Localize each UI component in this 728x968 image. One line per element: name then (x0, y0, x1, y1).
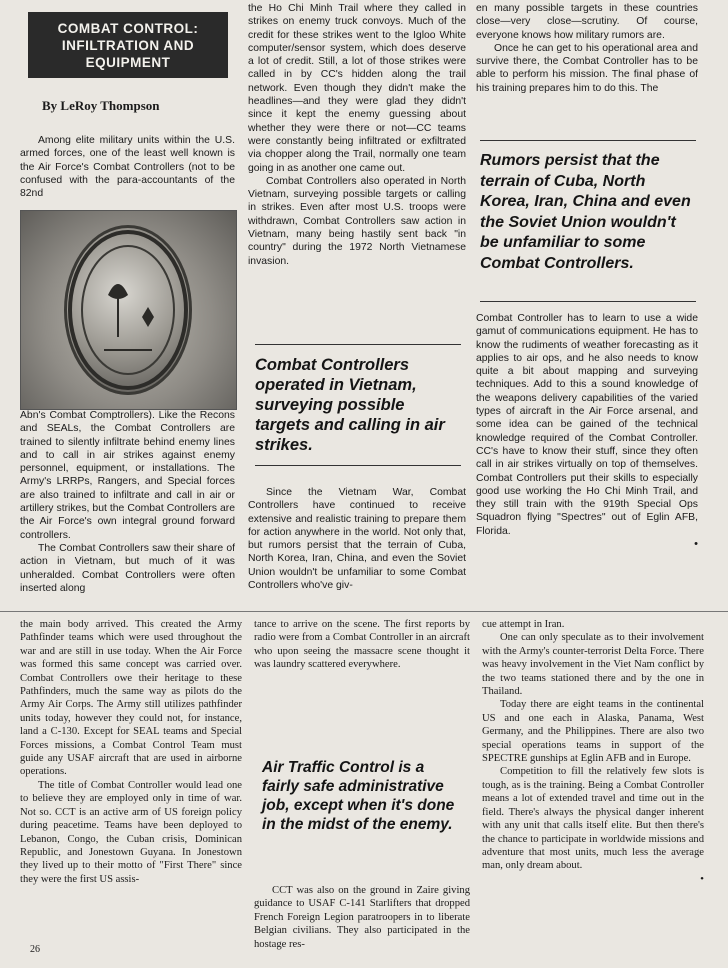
column-3-bottom (476, 312, 698, 608)
title-line-2: INFILTRATION AND (61, 38, 195, 53)
badge-emblem-icon (64, 225, 192, 395)
column-2-bottom (248, 486, 466, 608)
col2-para-2: Combat Controllers also operated in North Vietnam, surveying possible targets or calling in strikes. Even after most U.S. troops were withdrawn, Combat Controllers saw action in Vietnam, many being hastily sent back "in country" during the 1972 North Vietnamese invasion. (248, 175, 466, 267)
bottom-column-2-bottom (254, 884, 470, 950)
end-bullet-icon: • (694, 538, 698, 551)
bottom-column-3 (482, 618, 704, 948)
bottom-col3-para-2: One can only speculate as to their involvement with the Army's counter-terrorist Delta Force. There was heavy involvement in the Viet Nam conflict by the two teams stationed there and by the one in Thailand. (482, 632, 704, 698)
column-2-top (248, 2, 466, 334)
pull-quote-vietnam: Combat Controllers operated in Vietnam, surveying possible targets and calling in air strikes. (255, 344, 461, 466)
end-bullet-icon: • (700, 872, 704, 885)
column-1-mid (20, 409, 235, 609)
section-divider (0, 611, 728, 612)
col3-para-1: en many possible targets in these countries close—very close—scrutiny. Of course, everyone knows how military rumors are. (476, 3, 698, 41)
combat-control-badge-image (64, 225, 192, 395)
column-3-top (476, 2, 698, 120)
bottom-col1-para-1: the main body arrived. This created the Army Pathfinder teams which were used throughout the war and are still in use today. When the Air Force was formed this same concept was carried over. Combat Controllers owe their heritage to these Pathfinders, much the same way as pilots do the Army Air Corps. The Army still utilizes pathfinder units today, however they could not, for instance, land a C-130. Except for SEAL teams and Special Forces missions, a Combat Control Team must guide any USAF aircraft that are used in airborne operations. (20, 619, 242, 778)
bottom-col3-para-1: cue attempt in Iran. (482, 619, 565, 630)
title-line-3: EQUIPMENT (85, 55, 171, 70)
col2-para-1: the Ho Chi Minh Trail where they called in strikes on enemy truck convoys. Much of the credit for these strikes went to the Igloo White computer/sensor system, which does deserve a lot of credit. Still, a lot of those strikes were called in by CC's hidden along the trail network. Even though they didn't make the headlines—and they were glad they didn't since it kept the enemy guessing about whether they were there or not—CC teams were constantly being infiltrated or exfiltrated via chopper along the Trail, normally one team going in as another one came out. (248, 3, 466, 174)
bottom-col3-para-4: Competition to fill the relatively few slots is tough, as is the training. Being a Combat Controller means a lot of extended travel and time out in the field. There's always the physical danger inherent with any unit that calls itself elite. But then there's the chance to participate in worldwide missions and adventure that most units, much less the average man, only dream about. (482, 766, 704, 872)
col2-para-3: Since the Vietnam War, Combat Controllers have continued to receive extensive and realistic training to prepare them for action anywhere in the world. Not only that, but rumors persist that the terrain of Cuba, North Korea, Iran, China, and even the Soviet Union wouldn't be unfamiliar to some Combat Controllers who've giv- (248, 487, 466, 592)
insignia-photo (20, 210, 237, 410)
article-title-box (28, 12, 228, 78)
byline: By LeRoy Thompson (42, 98, 160, 113)
bottom-col2-para-1: tance to arrive on the scene. The first reports by radio were from a Combat Controller in an aircraft who upon seeing the massacre scene thought it was laundry scattered everywhere. (254, 619, 470, 671)
bottom-col3-para-3: Today there are eight teams in the continental US and one each in Alaska, Panama, West Germany, and the Philippines. There are also two special operations teams in support of the SPECTRE gunships at Eglin AFB and in Europe. (482, 699, 704, 765)
pull-quote-air-traffic: Air Traffic Control is a fairly safe administrative job, except when it's done in the midst of the enemy. (262, 759, 455, 833)
bottom-col2-para-2: CCT was also on the ground in Zaire giving guidance to USAF C-141 Starlifters that dropped French Foreign Legion paratroopers in to liberate Belgian civilians. They also participated in the hostage res- (254, 885, 470, 950)
col3-para-2: Once he can get to his operational area and survive there, the Combat Controller has to be able to perform his mission. The final phase of his training prepares him to do this. The (476, 42, 698, 94)
bottom-column-1 (20, 618, 242, 940)
end-mark-top (476, 538, 698, 551)
col3-para-3: Combat Controller has to learn to use a wide gamut of communications equipment. He has to know the rudiments of weather forecasting as it applies to air ops, and he also needs to know quite a bit about mapping and surveying techniques. Add to this a sound knowledge of the weapons delivery capabilities of the varied types of aircraft in the Air Force arsenal, and some idea can be gained of the technical knowledge required of the Combat Controller. CC's have to know their stuff, since they often call in air strikes virtually on top of themselves. Combat Controllers put their skills to especially good use working the Ho Chi Minh Trail, and they still train with the 919th Special Ops Squadron flying "Spectres" out of Eglin AFB, Florida. (476, 313, 698, 537)
col1-para-2: Abn's Combat Comptrollers). Like the Recons and SEALs, the Combat Controllers are trained to silently infiltrate behind enemy lines and to call in air strikes against enemy personnel, equipment, or installations. The Army's LRRPs, Rangers, and Special forces are also trained to infiltrate and call in air or artillery strikes, but the Combat Controllers are the Air Force's own integral ground forward controllers. (20, 410, 235, 541)
pull-quote-rumors: Rumors persist that the terrain of Cuba, North Korea, Iran, China and even the Soviet Union wouldn't be unfamiliar to some Combat Controllers. (480, 140, 696, 302)
title-line-1: COMBAT CONTROL: (57, 21, 199, 36)
col1-para-1: Among elite military units within the U.S. armed forces, one of the least well known is the Air Force's Combat Controllers (not to be confused with the para-accountants of the 82nd (20, 135, 235, 200)
column-1-top (20, 134, 235, 208)
bottom-col1-para-2: The title of Combat Controller would lead one to believe they are employed only in time of war. Not so. CCT is an active arm of US foreign policy during peacetime. Teams have been deployed to Lebanon, Congo, the Cuban crisis, Dominican Republic, and Jonestown Guyana. In Jonestown they lived up to their motto of "First There" since they were the first US assis- (20, 779, 242, 885)
bottom-column-2-top (254, 618, 470, 684)
col1-para-3: The Combat Controllers saw their share of action in Vietnam, but much of it was unheralded. Combat Controllers were often inserted along (20, 542, 235, 594)
page-number: 26 (30, 944, 40, 955)
end-mark-bottom (482, 873, 704, 886)
